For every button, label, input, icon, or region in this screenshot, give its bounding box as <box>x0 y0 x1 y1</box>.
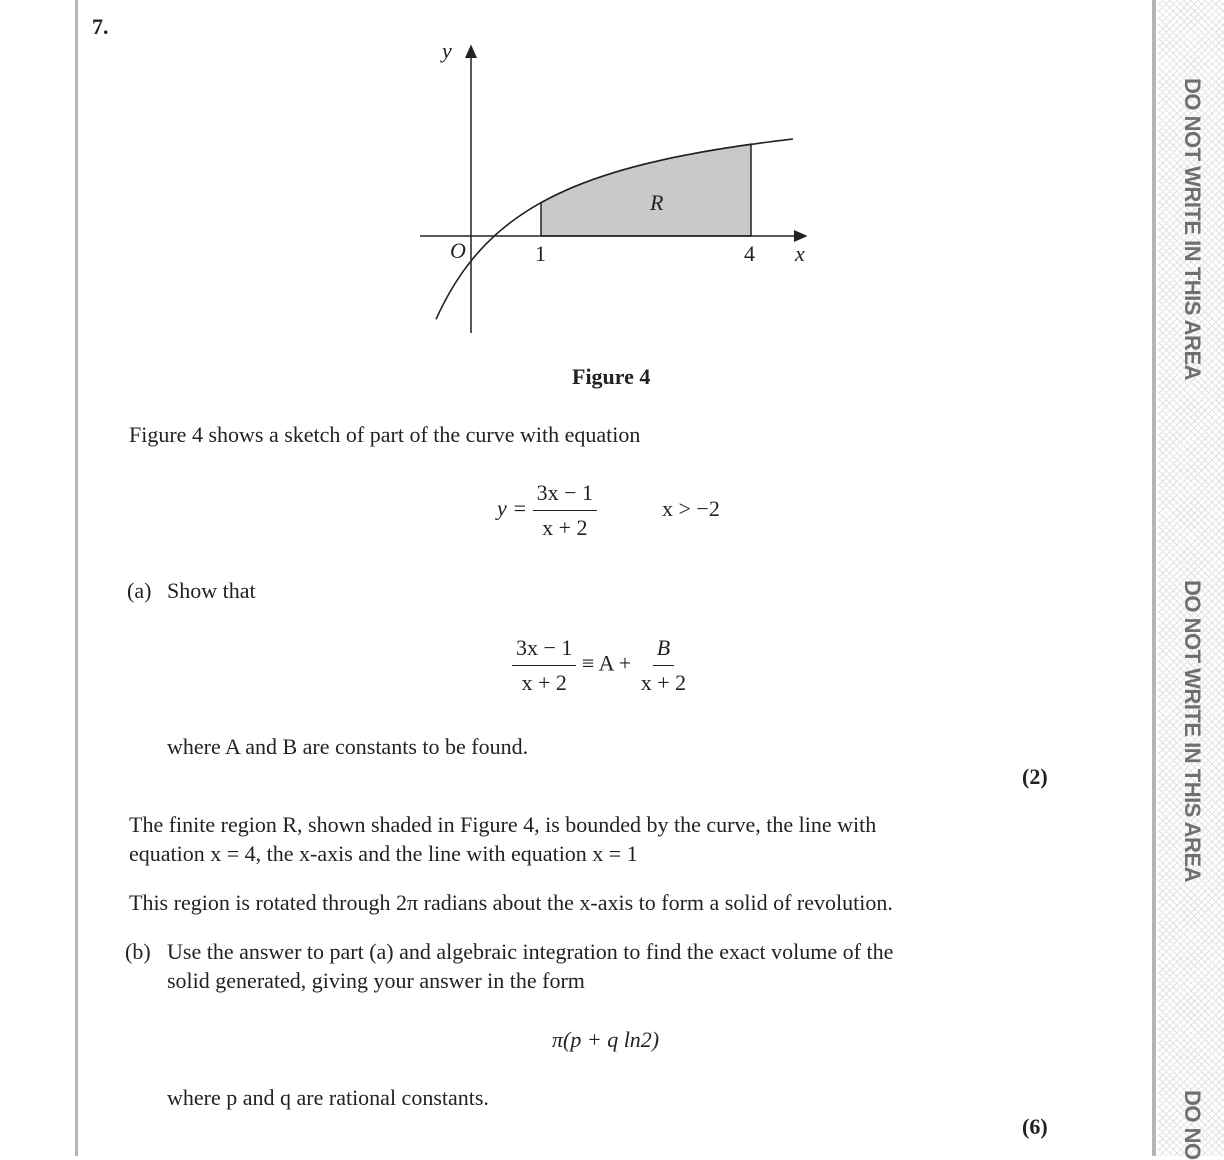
question-number: 7. <box>92 14 109 39</box>
denominator: x + 2 <box>640 670 687 695</box>
numerator: 3x − 1 <box>512 635 576 666</box>
x-axis-label: x <box>795 241 805 266</box>
part-b-label: (b) <box>125 939 151 964</box>
margin-notice: DO NO <box>1180 1090 1205 1160</box>
part-a-text: Show that <box>167 578 256 603</box>
denominator: x + 2 <box>521 670 567 695</box>
margin-notice: DO NOT WRITE IN THIS AREA <box>1180 78 1205 381</box>
region-text-line1: The finite region R, shown shaded in Figure 4, is bounded by the curve, the line with <box>129 812 877 837</box>
identity <box>512 635 690 696</box>
answer-form: π(p + q ln2) <box>552 1027 660 1052</box>
identity-rhs-fraction <box>637 635 690 696</box>
domain-condition: x > −2 <box>662 496 720 521</box>
part-b-text-line2: solid generated, giving your answer in the form <box>167 968 585 993</box>
shaded-region <box>541 144 751 236</box>
figure-4 <box>0 0 1224 400</box>
equation-lhs: y = <box>497 495 528 521</box>
part-b-marks: (6) <box>1022 1114 1048 1139</box>
numerator: 3x − 1 <box>533 480 597 511</box>
part-a-label: (a) <box>127 578 152 603</box>
tick-label-1: 1 <box>535 241 546 266</box>
region-text-line2: equation x = 4, the x-axis and the line with equation x = 1 <box>129 841 638 866</box>
rotation-text: This region is rotated through 2π radians about the x-axis to form a solid of revolution. <box>129 890 893 915</box>
identity-lhs-fraction <box>512 635 576 696</box>
part-a-marks: (2) <box>1022 764 1048 789</box>
region-label: R <box>650 190 664 215</box>
denominator: x + 2 <box>542 515 588 540</box>
origin-label: O <box>450 238 466 263</box>
margin-notice: DO NOT WRITE IN THIS AREA <box>1180 580 1205 883</box>
numerator: B <box>653 635 674 666</box>
part-b-text-line1: Use the answer to part (a) and algebraic integration to find the exact volume of the <box>167 939 894 964</box>
tick-label-4: 4 <box>744 241 755 266</box>
part-a-where: where A and B are constants to be found. <box>167 734 529 759</box>
curve-equation <box>497 480 597 541</box>
equation-fraction <box>533 480 597 541</box>
part-b-where: where p and q are rational constants. <box>167 1085 489 1110</box>
intro-text: Figure 4 shows a sketch of part of the curve with equation <box>129 422 641 447</box>
identity-middle: ≡ A + <box>581 650 632 676</box>
y-axis-label: y <box>442 38 452 63</box>
figure-caption: Figure 4 <box>572 364 651 389</box>
